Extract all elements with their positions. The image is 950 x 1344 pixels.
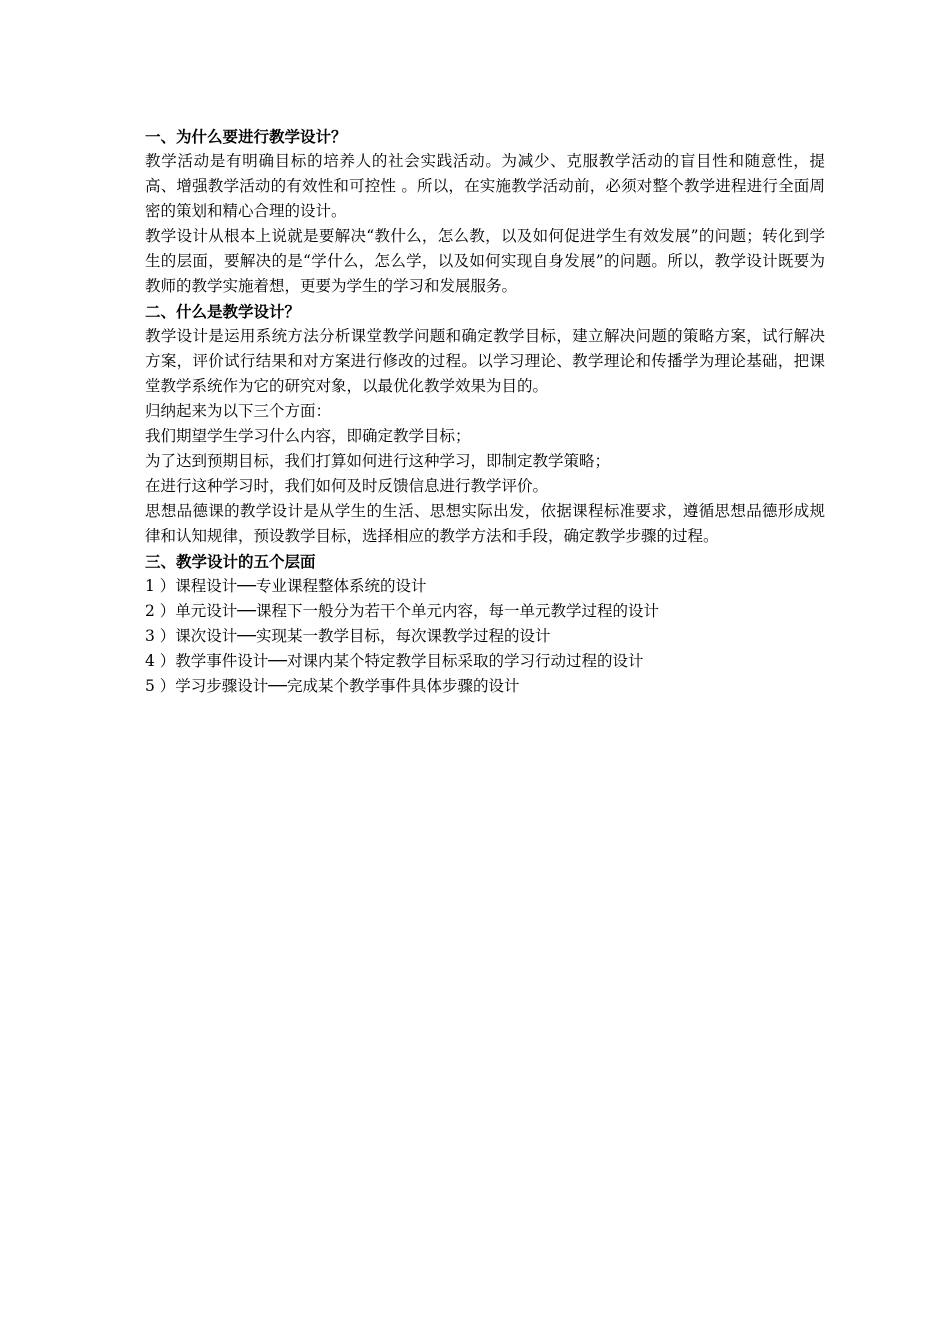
paragraph-why-purpose: 教学活动是有明确目标的培养人的社会实践活动。为减少、克服教学活动的盲目性和随意性，提高、增强教学活动的有效性和可控性 。所以，在实施教学活动前，必须对整个教学进程进行全面周密的策划和精心合理的设计。	[145, 152, 825, 220]
list-item: 1 ）课程设计──专业课程整体系统的设计	[145, 577, 427, 595]
list-item: 4 ）教学事件设计──对课内某个特定教学目标采取的学习行动过程的设计	[145, 652, 644, 670]
paragraph-what-aspect-3: 在进行这种学习时，我们如何及时反馈信息进行教学评价。	[145, 477, 549, 495]
list-item: 5 ）学习步骤设计──完成某个教学事件具体步骤的设计	[145, 677, 520, 695]
section-heading-what: 二、什么是教学设计？	[145, 302, 301, 321]
paragraph-what-definition: 教学设计是运用系统方法分析课堂教学问题和确定教学目标，建立解决问题的策略方案，试行解决方案，评价试行结果和对方案进行修改的过程。以学习理论、教学理论和传播学为理论基础，把课堂教学系统作为它的研究对象，以最优化教学效果为目的。	[145, 327, 825, 395]
section-heading-why: 一、为什么要进行教学设计？	[145, 127, 347, 146]
paragraph-what-moral-education: 思想品德课的教学设计是从学生的生活、思想实际出发，依据课程标准要求，遵循思想品德形成规律和认知规律，预设教学目标，选择相应的教学方法和手段，确定教学步骤的过程。	[145, 502, 825, 545]
paragraph-what-summary: 归纳起来为以下三个方面：	[145, 402, 332, 420]
section-heading-levels: 三、教学设计的五个层面	[145, 552, 316, 571]
paragraph-what-aspect-1: 我们期望学生学习什么内容，即确定教学目标；	[145, 427, 471, 445]
paragraph-what-aspect-2: 为了达到预期目标，我们打算如何进行这种学习，即制定教学策略；	[145, 452, 611, 470]
list-item: 3 ）课次设计──实现某一教学目标，每次课教学过程的设计	[145, 627, 551, 645]
paragraph-why-essence: 教学设计从根本上说就是要解决“教什么，怎么教，以及如何促进学生有效发展”的问题；转化到学生的层面，要解决的是“学什么，怎么学，以及如何实现自身发展”的问题。所以，教学设计既要为教师的教学实施着想，更要为学生的学习和发展服务。	[145, 227, 825, 295]
list-item: 2 ）单元设计──课程下一般分为若干个单元内容，每一单元教学过程的设计	[145, 602, 659, 620]
document-body	[145, 124, 825, 699]
